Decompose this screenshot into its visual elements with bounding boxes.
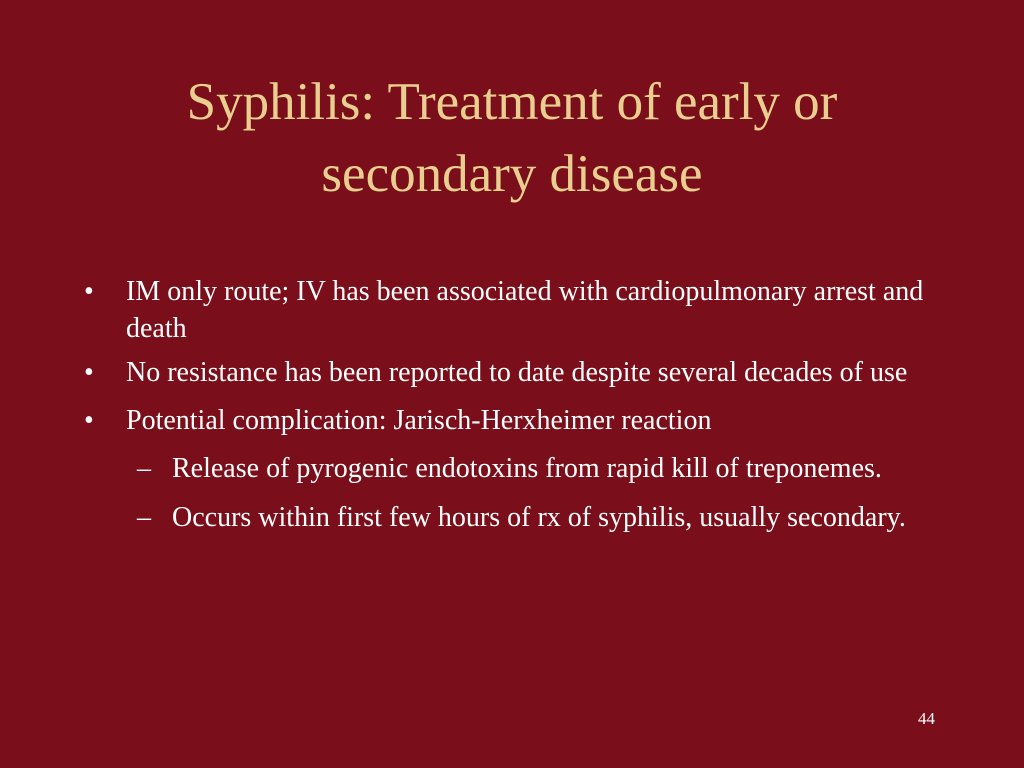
- bullet-list: [84, 273, 944, 546]
- sub-bullet-item: [126, 448, 944, 489]
- slide-title: [60, 66, 964, 210]
- bullet-item: [84, 402, 944, 538]
- slide-title-line-2: secondary disease: [321, 145, 703, 203]
- sub-bullet-item: [126, 497, 944, 538]
- bullet-item: [84, 273, 944, 347]
- bullet-text: Potential complication: Jarisch-Herxheimer reaction: [126, 405, 712, 436]
- slide-number: 44: [918, 709, 935, 728]
- bullet-marker: •: [84, 405, 94, 436]
- slide-title-line-1: Syphilis: Treatment of early or: [186, 73, 838, 131]
- bullet-marker: •: [84, 357, 94, 388]
- bullet-item: [84, 354, 944, 391]
- dash-marker: –: [137, 453, 151, 484]
- bullet-text: IM only route; IV has been associated with cardiopulmonary arrest and death: [126, 276, 924, 344]
- sub-bullet-text: Release of pyrogenic endotoxins from rapid kill of treponemes.: [172, 453, 882, 484]
- sub-bullet-list: [126, 448, 944, 538]
- bullet-text: No resistance has been reported to date despite several decades of use: [126, 357, 908, 388]
- bullet-marker: •: [84, 276, 94, 307]
- dash-marker: –: [137, 502, 151, 533]
- sub-bullet-text: Occurs within first few hours of rx of syphilis, usually secondary.: [172, 502, 906, 533]
